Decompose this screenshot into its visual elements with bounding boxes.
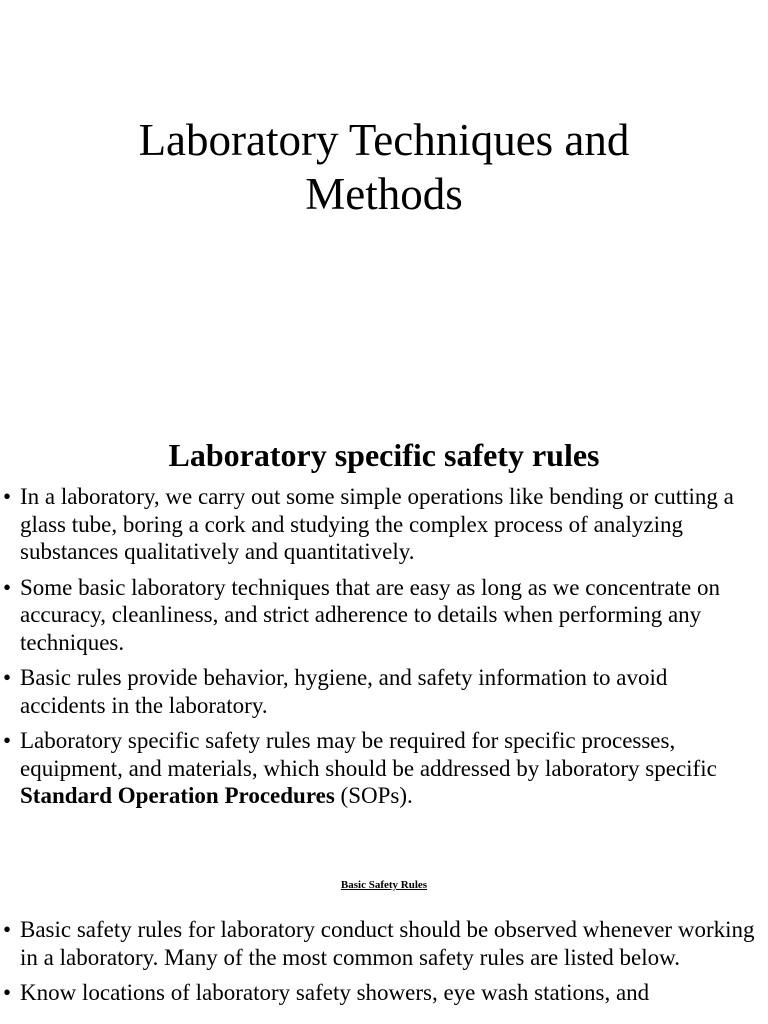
slide-title <box>0 113 768 221</box>
list-item-text: Some basic laboratory techniques that are easy as long as we concentrate on accuracy, cleanliness, and strict adherence to details when performing any techniques. <box>20 574 720 655</box>
list-item-text: Know locations of laboratory safety showers, eye wash stations, and <box>20 980 650 1005</box>
title-line-1: Laboratory Techniques and <box>138 115 630 165</box>
basic-safety-rules-heading: Basic Safety Rules <box>340 879 428 891</box>
list-item <box>0 979 768 1007</box>
bullet-icon: • <box>3 665 12 690</box>
bullet-icon: • <box>3 574 12 600</box>
sop-emphasis: Standard Operation Procedures <box>20 783 335 808</box>
bullet-icon: • <box>3 484 12 509</box>
list-item-text-prefix: Laboratory specific safety rules may be required for specific processes, equipment, and materials, which should be addressed by laboratory specific <box>20 728 717 781</box>
list-item-text: Basic rules provide behavior, hygiene, and safety information to avoid accidents in the laboratory. <box>20 665 668 718</box>
bullet-icon: • <box>3 728 12 753</box>
list-item-text: Basic safety rules for laboratory conduct should be observed whenever working in a laboratory. Many of the most common safety rules are listed below. <box>20 917 755 970</box>
title-line-2: Methods <box>305 169 463 219</box>
list-item <box>0 727 768 810</box>
list-item-text: In a laboratory, we carry out some simple operations like bending or cutting a glass tube, boring a cork and studying the complex process of analyzing substances qualitatively and quantitatively. <box>20 484 734 564</box>
list-item <box>0 483 768 566</box>
list-item <box>0 916 768 971</box>
list-item-text-suffix: (SOPs). <box>334 783 413 808</box>
bullet-icon: • <box>3 980 12 1005</box>
bullet-icon: • <box>3 917 12 942</box>
section-heading: Laboratory specific safety rules <box>168 437 600 473</box>
list-item <box>0 574 768 657</box>
safety-rules-list <box>0 483 768 810</box>
basic-safety-list <box>0 916 768 1007</box>
list-item <box>0 664 768 719</box>
